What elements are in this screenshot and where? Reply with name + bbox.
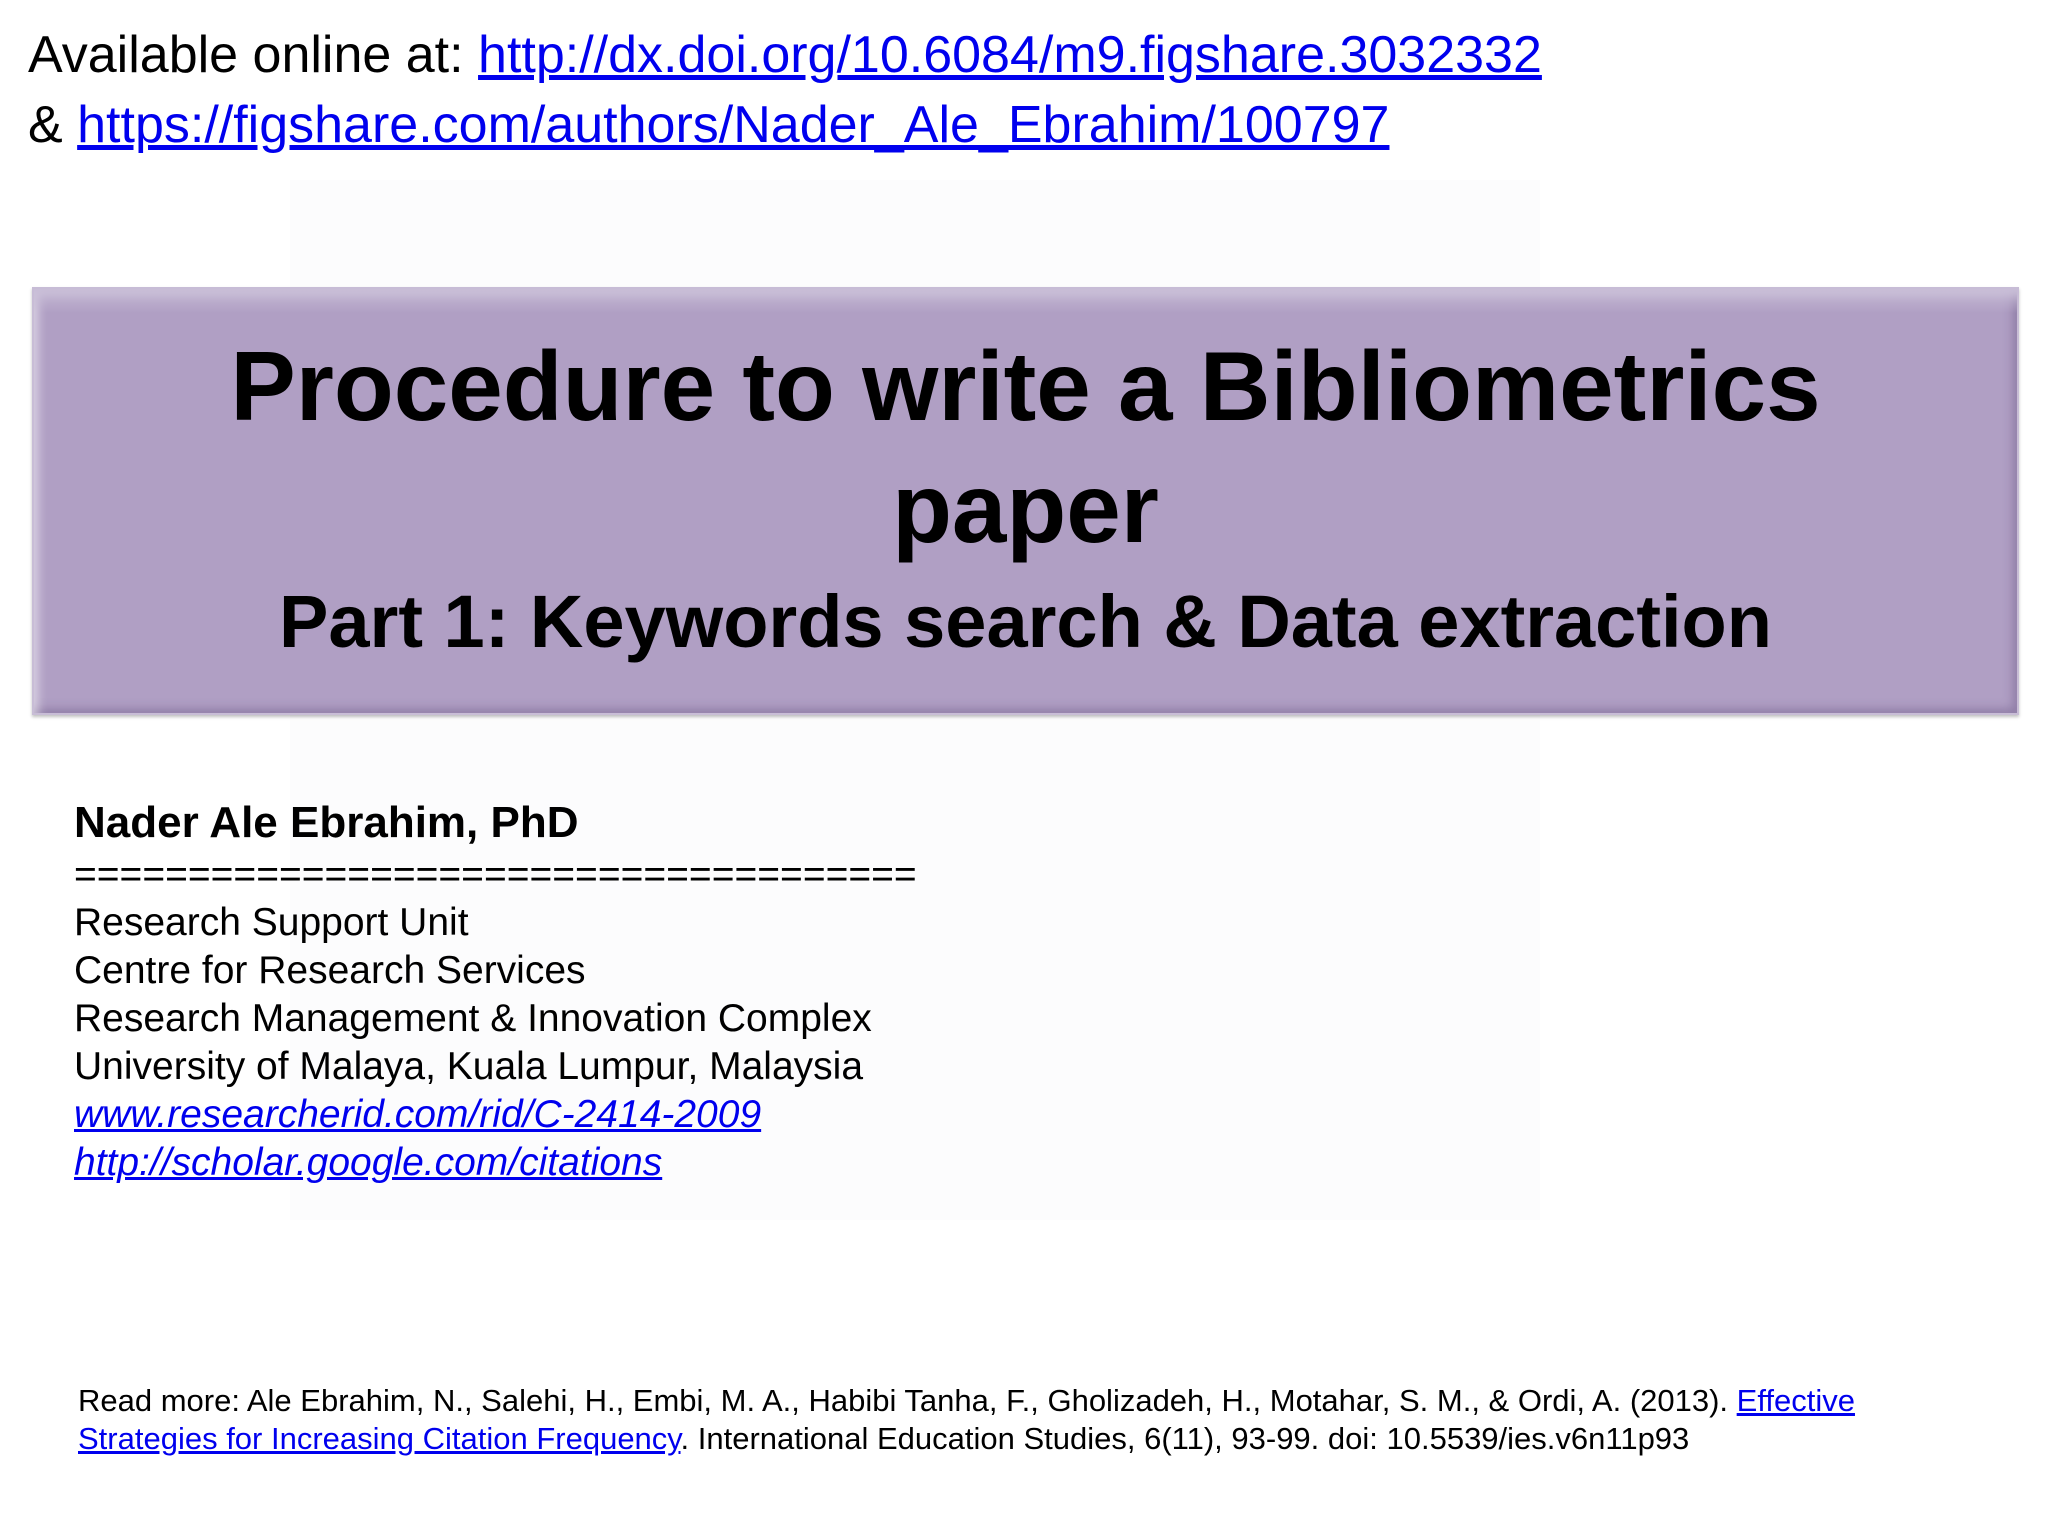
citation-authors: Read more: Ale Ebrahim, N., Salehi, H., Embi, M. A., Habibi Tanha, F., Gholizadeh, H., Motahar, S. M., & Ordi, A. (2013). bbox=[78, 1383, 1737, 1418]
citation-line-1 bbox=[78, 1382, 1978, 1420]
affiliation-line: Research Support Unit bbox=[74, 901, 469, 944]
google-scholar-link[interactable]: http://scholar.google.com/citations bbox=[74, 1141, 663, 1184]
availability-line-2 bbox=[28, 90, 1542, 160]
figshare-doi-link[interactable]: http://dx.doi.org/10.6084/m9.figshare.3032332 bbox=[478, 26, 1542, 84]
citation-journal: . International Education Studies, 6(11), 93-99. doi: 10.5539/ies.v6n11p93 bbox=[680, 1421, 1690, 1456]
article-link-part-2[interactable]: Strategies for Increasing Citation Frequency bbox=[78, 1421, 681, 1456]
citation-line-2 bbox=[78, 1420, 1978, 1458]
read-more-citation bbox=[78, 1382, 1978, 1458]
affiliation-line: University of Malaya, Kuala Lumpur, Malaysia bbox=[74, 1045, 864, 1088]
available-prefix: Available online at: bbox=[28, 26, 479, 84]
ampersand: & bbox=[28, 96, 78, 154]
availability-line-1 bbox=[28, 20, 1542, 90]
title-banner bbox=[32, 287, 2019, 715]
title-line-1: Procedure to write a Bibliometrics bbox=[230, 331, 1821, 441]
slide-title bbox=[32, 325, 2019, 569]
scholar-row bbox=[74, 1139, 917, 1187]
title-line-2: paper bbox=[892, 453, 1159, 563]
availability-header bbox=[28, 20, 1542, 160]
article-link-part-1[interactable]: Effective bbox=[1736, 1383, 1855, 1418]
author-name: Nader Ale Ebrahim, PhD bbox=[74, 798, 579, 847]
affiliation-line: Centre for Research Services bbox=[74, 949, 586, 992]
researcherid-row bbox=[74, 1091, 917, 1139]
figshare-author-link[interactable]: https://figshare.com/authors/Nader_Ale_Ebrahim/100797 bbox=[77, 96, 1390, 154]
researcherid-link[interactable]: www.researcherid.com/rid/C-2414-2009 bbox=[74, 1093, 762, 1136]
author-info bbox=[74, 795, 917, 1187]
affiliation-line: Research Management & Innovation Complex bbox=[74, 997, 872, 1040]
slide-subtitle: Part 1: Keywords search & Data extraction bbox=[279, 580, 1772, 663]
separator-line: ===================================== bbox=[74, 853, 917, 896]
